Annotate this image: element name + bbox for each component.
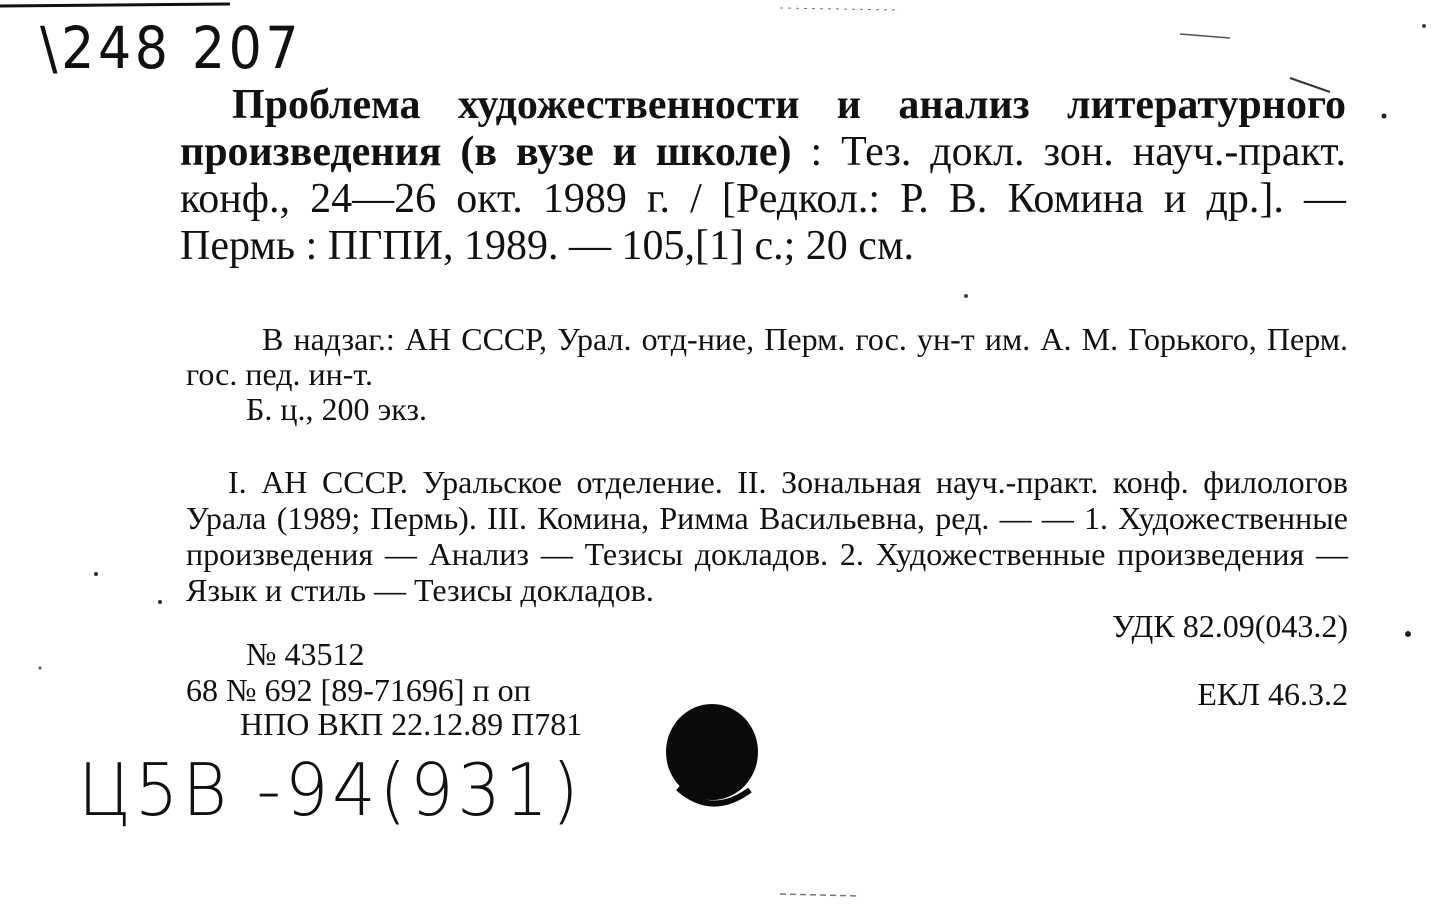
ekl-code: ЕКЛ 46.3.2 bbox=[1197, 676, 1348, 712]
book-title: Проблема художественности и анализ литературного произведения (в вузе и школе) bbox=[180, 82, 1346, 175]
header-note: В надзаг.: АН СССР, Урал. отд-ние, Перм. гос. ун-т им. А. М. Горького, Перм. гос. пед. ин-т. bbox=[186, 321, 1348, 392]
bibliographic-description bbox=[180, 82, 1346, 270]
publication-details: : Тез. докл. зон. науч.-практ. конф., 24—26 окт. 1989 г. / [Редкол.: Р. В. Комина и др.]. — Пермь : ПГПИ, 1989. — 105,[1] с.; 20 см. bbox=[180, 129, 1346, 269]
handwritten-classification: Ц5В -94(931) bbox=[78, 748, 583, 832]
subject-headings: I. АН СССР. Уральское отделение. II. Зональная науч.-практ. конф. филологов Урала (1989; Пермь). III. Комина, Римма Васильевна, ред. — — 1. Художественные произведения — Анализ — Тезисы докладов. 2. Художественные произведения — Язык и стиль — Тезисы докладов. bbox=[186, 464, 1348, 608]
card-number: № 43512 bbox=[246, 636, 365, 672]
ink-blot bbox=[664, 700, 774, 820]
print-info-line-1: 68 № 692 [89-71696] п оп bbox=[186, 672, 531, 708]
handwritten-shelfmark: \248 207 bbox=[40, 14, 303, 82]
price-note: Б. ц., 200 экз. bbox=[246, 391, 427, 427]
print-info-line-2: НПО ВКП 22.12.89 П781 bbox=[240, 706, 583, 742]
udk-code: УДК 82.09(043.2) bbox=[1112, 608, 1348, 644]
